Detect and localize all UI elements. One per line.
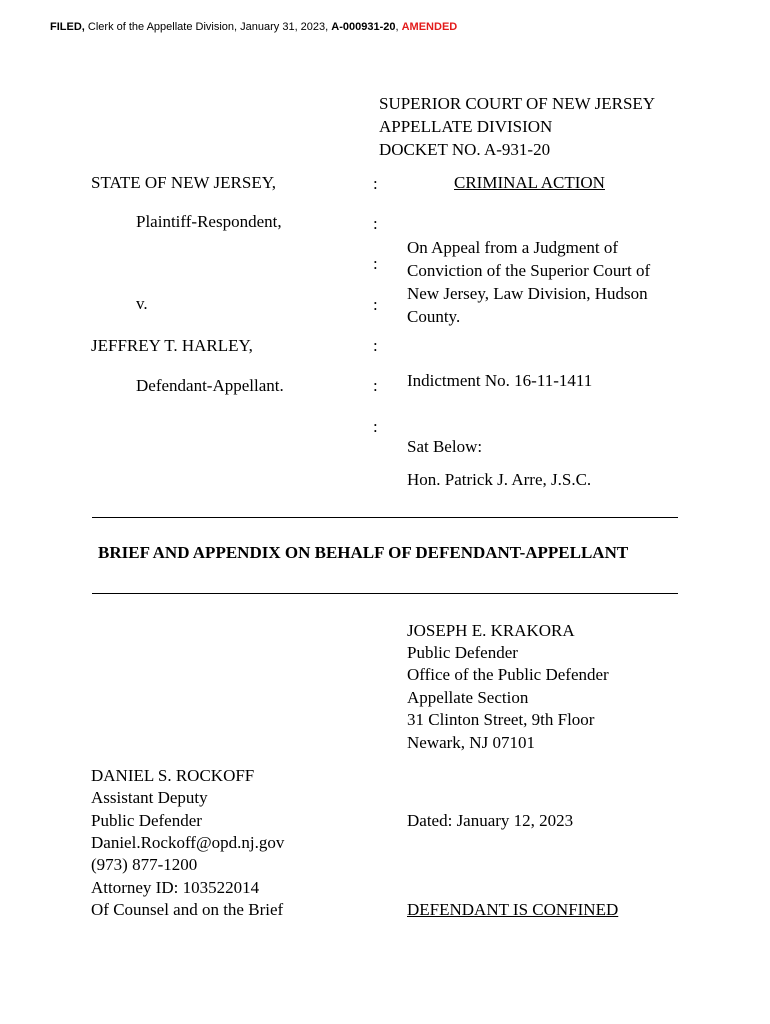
- counsel-email: Daniel.Rockoff@opd.nj.gov: [91, 833, 285, 852]
- appeal-line: County.: [407, 307, 461, 326]
- counsel-title: Public Defender: [91, 811, 202, 830]
- divider-bottom: [92, 593, 678, 594]
- counsel-role: Of Counsel and on the Brief: [91, 900, 284, 919]
- public-defender-section: Appellate Section: [407, 688, 529, 707]
- appeal-line: New Jersey, Law Division, Hudson: [407, 284, 648, 303]
- defendant-name: JEFFREY T. HARLEY,: [91, 336, 253, 355]
- caption-separator: :: [373, 254, 378, 273]
- caption-separator: :: [373, 214, 378, 233]
- clerk-text: Clerk of the Appellate Division, January 31, 2023,: [84, 21, 332, 33]
- court-docket: DOCKET NO. A-931-20: [379, 140, 551, 159]
- counsel-attorney-id: Attorney ID: 103522014: [91, 878, 260, 897]
- filed-label: FILED,: [50, 21, 85, 33]
- public-defender-title: Public Defender: [407, 643, 518, 662]
- public-defender-street: 31 Clinton Street, 9th Floor: [407, 710, 595, 729]
- counsel-title: Assistant Deputy: [91, 788, 208, 807]
- filing-stamp: [50, 21, 457, 33]
- plaintiff-name: STATE OF NEW JERSEY,: [91, 173, 277, 192]
- confinement-status: DEFENDANT IS CONFINED: [407, 900, 619, 919]
- dated-line: Dated: January 12, 2023: [407, 811, 574, 830]
- amended-label: AMENDED: [401, 21, 458, 33]
- brief-title: BRIEF AND APPENDIX ON BEHALF OF DEFENDANT-APPELLANT: [98, 543, 629, 562]
- public-defender-office: Office of the Public Defender: [407, 665, 609, 684]
- judge-name: Hon. Patrick J. Arre, J.S.C.: [407, 470, 592, 489]
- counsel-phone: (973) 877-1200: [91, 855, 198, 874]
- caption-separator: :: [373, 295, 378, 314]
- caption-separator: :: [373, 174, 378, 193]
- stamp-separator: ,: [395, 21, 402, 33]
- criminal-action-label: CRIMINAL ACTION: [454, 173, 605, 192]
- public-defender-city: Newark, NJ 07101: [407, 733, 535, 752]
- divider-top: [92, 517, 678, 518]
- court-name: SUPERIOR COURT OF NEW JERSEY: [379, 94, 656, 113]
- plaintiff-role: Plaintiff-Respondent,: [136, 212, 282, 231]
- caption-separator: :: [373, 336, 378, 355]
- indictment-number: Indictment No. 16-11-1411: [407, 371, 593, 390]
- versus: v.: [136, 294, 148, 313]
- court-division: APPELLATE DIVISION: [379, 117, 553, 136]
- docket-number: A-000931-20: [331, 21, 396, 33]
- caption-separator: :: [373, 417, 378, 436]
- appeal-line: On Appeal from a Judgment of: [407, 238, 619, 257]
- defendant-role: Defendant-Appellant.: [136, 376, 284, 395]
- counsel-name: DANIEL S. ROCKOFF: [91, 766, 255, 785]
- public-defender-name: JOSEPH E. KRAKORA: [407, 621, 575, 640]
- appeal-line: Conviction of the Superior Court of: [407, 261, 651, 280]
- sat-below-label: Sat Below:: [407, 437, 483, 456]
- caption-separator: :: [373, 376, 378, 395]
